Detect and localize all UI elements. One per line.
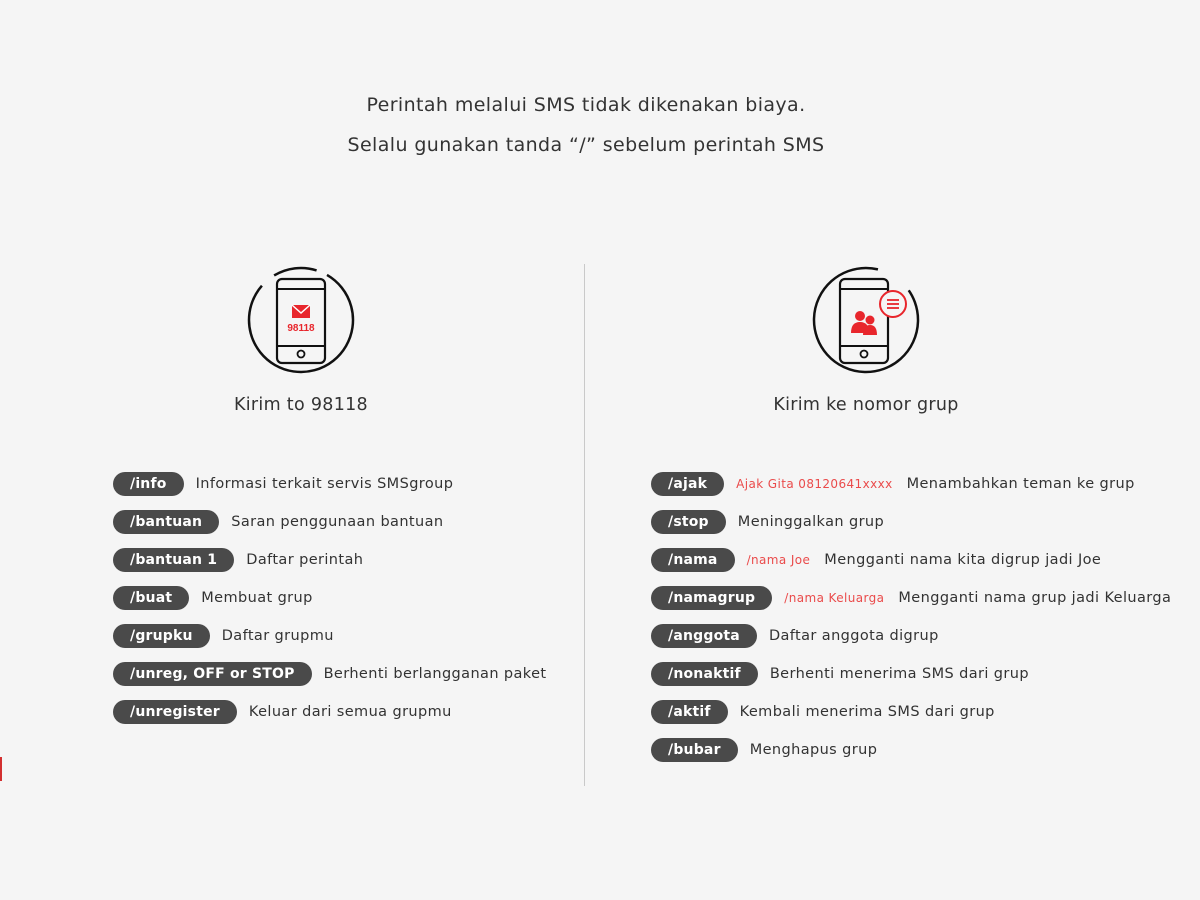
- right-command-list: [651, 465, 1171, 769]
- intro-text: [0, 90, 1172, 170]
- command-row: [651, 579, 1171, 617]
- command-description: Kembali menerima SMS dari grup: [739, 704, 995, 720]
- command-row: [651, 503, 1171, 541]
- left-command-list: [113, 465, 547, 731]
- command-pill: /buat: [113, 586, 189, 610]
- command-pill: /info: [113, 472, 184, 496]
- command-row: [113, 693, 547, 731]
- command-pill: /bubar: [651, 738, 738, 762]
- command-example: /nama Joe: [746, 553, 811, 567]
- command-description: Keluar dari semua grupmu: [248, 704, 452, 720]
- command-description: Mengganti nama kita digrup jadi Joe: [824, 552, 1102, 568]
- command-description: Berhenti menerima SMS dari grup: [769, 666, 1029, 682]
- command-row: [651, 541, 1171, 579]
- command-pill: /ajak: [651, 472, 724, 496]
- command-row: [651, 655, 1171, 693]
- command-pill: /aktif: [651, 700, 728, 724]
- command-row: [651, 465, 1171, 503]
- command-description: Menghapus grup: [749, 742, 878, 758]
- command-pill: /stop: [651, 510, 726, 534]
- right-column-title: Kirim ke nomor grup: [773, 395, 959, 415]
- command-pill: /unreg, OFF or STOP: [113, 662, 312, 686]
- command-row: [651, 693, 1171, 731]
- command-pill: /nama: [651, 548, 735, 572]
- command-example: /nama Keluarga: [784, 591, 885, 605]
- icon-short-number: 98118: [287, 323, 315, 334]
- command-pill: /grupku: [113, 624, 210, 648]
- command-description: Daftar grupmu: [221, 628, 334, 644]
- command-row: [113, 655, 547, 693]
- command-pill: /bantuan: [113, 510, 219, 534]
- command-row: [113, 465, 547, 503]
- column-divider: [584, 264, 585, 786]
- command-row: [651, 731, 1171, 769]
- command-description: Membuat grup: [201, 590, 313, 606]
- command-row: [113, 541, 547, 579]
- command-description: Daftar perintah: [246, 552, 364, 568]
- command-pill: /unregister: [113, 700, 237, 724]
- command-description: Mengganti nama grup jadi Keluarga: [898, 590, 1172, 606]
- command-description: Menambahkan teman ke grup: [906, 476, 1135, 492]
- command-row: [113, 617, 547, 655]
- command-pill: /namagrup: [651, 586, 772, 610]
- command-description: Saran penggunaan bantuan: [231, 514, 444, 530]
- phone-group-chat-icon: [810, 264, 922, 376]
- command-row: [113, 579, 547, 617]
- command-pill: /anggota: [651, 624, 757, 648]
- command-row: [113, 503, 547, 541]
- command-description: Daftar anggota digrup: [768, 628, 939, 644]
- command-description: Meninggalkan grup: [737, 514, 885, 530]
- command-description: Berhenti berlangganan paket: [323, 666, 547, 682]
- command-row: [651, 617, 1171, 655]
- command-pill: /nonaktif: [651, 662, 758, 686]
- left-column-title: Kirim to 98118: [233, 395, 368, 415]
- intro-line-free: Perintah melalui SMS tidak dikenakan biaya.: [366, 94, 806, 116]
- phone-envelope-icon: [245, 264, 357, 376]
- command-pill: /bantuan 1: [113, 548, 234, 572]
- command-description: Informasi terkait servis SMSgroup: [195, 476, 454, 492]
- intro-line-slash: Selalu gunakan tanda “/” sebelum perintah SMS: [347, 134, 825, 156]
- command-example: Ajak Gita 08120641xxxx: [736, 477, 893, 491]
- edge-accent-mark: [0, 757, 2, 781]
